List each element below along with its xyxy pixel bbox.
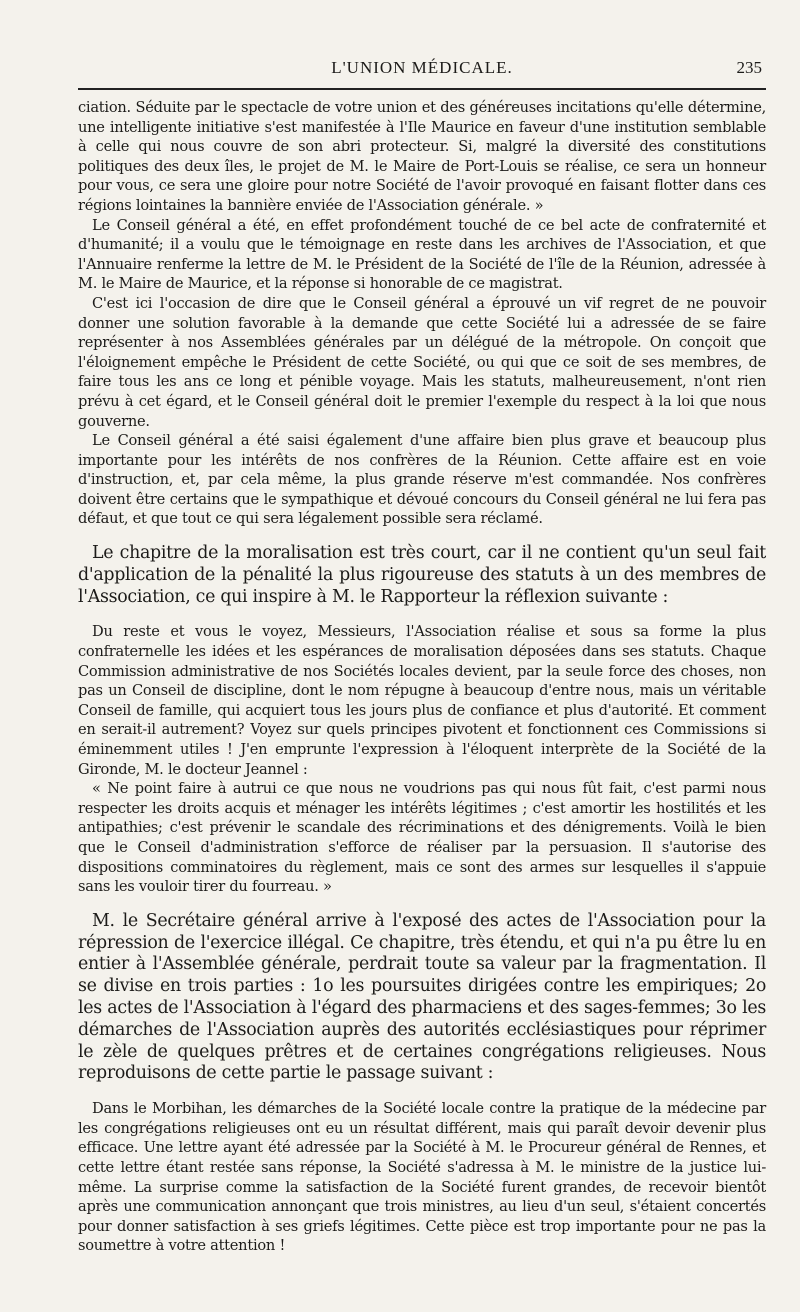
paragraph-6: Du reste et vous le voyez, Messieurs, l'Association réalise et sous sa forme la plus confraternelle les idées et les espérances de moralisation déposées dans ses statuts. Chaque Commission administrative de nos Sociétés locales devient, par la seule force des choses, non pas un Conseil de discipline, dont le nom répugne à beaucoup d'entre nous, mais un véritable Conseil de famille, qui acquiert tous les jours plus de confiance et plus d'autorité. Et comment en serait-il autrement? Voyez sur quels principes pivotent et fonctionnent ces Commissions si éminemment utiles ! J'en emprunte l'expression à l'éloquent interprète de la Société de la Gironde, M. le docteur Jeannel : bbox=[78, 623, 766, 778]
paragraph-1: ciation. Séduite par le spectacle de votre union et des généreuses incitations qu'elle détermine, une intelligente initiative s'est manifestée à l'Ile Maurice en faveur d'une institution semblable à celle qui nous couvre de son abri protecteur. Si, malgré la diversité des constitutions politiques des deux îles, le projet de M. le Maire de Port-Louis se réalise, ce sera un honneur pour vous, ce sera une gloire pour notre Société de l'avoir provoqué en faisant flotter dans ces régions lointaines la bannière enviée de l'Association générale. » bbox=[78, 99, 766, 214]
page-header bbox=[78, 58, 766, 90]
paragraph-9: Dans le Morbihan, les démarches de la Société locale contre la pratique de la médecine par les congrégations religieuses ont eu un résultat différent, mais qui paraît devoir devenir plus efficace. Une lettre ayant été adressée par la Société à M. le Procureur général de Rennes, et cette lettre étant restée sans réponse, la Société s'adressa à M. le ministre de la justice lui-même. La surprise comme la satisfaction de la Société furent grandes, de recevoir bientôt après une communication annonçant que trois ministres, au lieu d'un seul, s'étaient concertés pour donner satisfaction à ses griefs légitimes. Cette pièce est trop importante pour ne pas la soumettre à votre attention ! bbox=[78, 1100, 766, 1255]
quotation: « Ne point faire à autrui ce que nous ne voudrions pas qui nous fût fait, c'est parmi nous respecter les droits acquis et ménager les intérêts légitimes ; c'est amortir les hostilités et les antipathies; c'est prévenir le scandale des récriminations et des dénigrements. Voilà le bien que le Conseil d'administration s'efforce de réaliser par la persuasion. Il s'autorise des dispositions comminatoires du règlement, mais ce sont des armes sur lesquelles il s'appuie sans les vouloir tirer du fourreau. » bbox=[78, 780, 766, 896]
paragraph-3: C'est ici l'occasion de dire que le Conseil général a éprouvé un vif regret de ne pouvoir donner une solution favorable à la demande que cette Société lui a adressée de se faire représenter à nos Assemblées générales par un délégué de la métropole. On conçoit que l'éloignement empêche le Président de cette Société, ou qui que ce soit de ses membres, de faire tous les ans ce long et pénible voyage. Mais les statuts, malheureusement, n'ont rien prévu à cet égard, et le Conseil général doit le premier l'exemple du respect à la loi que nous gouverne. bbox=[78, 294, 766, 430]
running-title: L'UNION MÉDICALE. bbox=[331, 58, 513, 77]
paragraph-4: Le Conseil général a été saisi également d'une affaire bien plus grave et beaucoup plus importante pour les intérêts de nos confrères de la Réunion. Cette affaire est en voie d'instruction, et, par cela même, la plus grande réserve m'est commandée. Nos confrères doivent être certains que le sympathique et dévoué concours du Conseil général ne lui fera pas défaut, et que tout ce qui sera légalement possible sera réclamé. bbox=[78, 432, 766, 528]
paragraph-5: Le chapitre de la moralisation est très court, car il ne contient qu'un seul fait d'application de la pénalité la plus rigoureuse des statuts à un des membres de l'Association, ce qui inspire à M. le Rapporteur la réflexion suivante : bbox=[78, 543, 766, 607]
paragraph-2: Le Conseil général a été, en effet profondément touché de ce bel acte de confraternité et d'humanité; il a voulu que le témoignage en reste dans les archives de l'Association, et que l'Annuaire renferme la lettre de M. le Président de la Société de l'île de la Réunion, adressée à M. le Maire de Maurice, et la réponse si honorable de ce magistrat. bbox=[78, 216, 766, 293]
page-number: 235 bbox=[736, 58, 762, 77]
paragraph-8: M. le Secrétaire général arrive à l'exposé des actes de l'Association pour la répression de l'exercice illégal. Ce chapitre, très étendu, et qui n'a pu être lu en entier à l'Assemblée générale, perdrait toute sa valeur par la fragmentation. Il se divise en trois parties : 1o les poursuites dirigées contre les empiriques; 2o les actes de l'Association à l'égard des pharmaciens et des sages-femmes; 3o les démarches de l'Association auprès des autorités ecclésiastiques pour réprimer le zèle de quelques prêtres et de certaines congrégations religieuses. Nous reproduisons de cette partie le passage suivant : bbox=[78, 910, 766, 1084]
